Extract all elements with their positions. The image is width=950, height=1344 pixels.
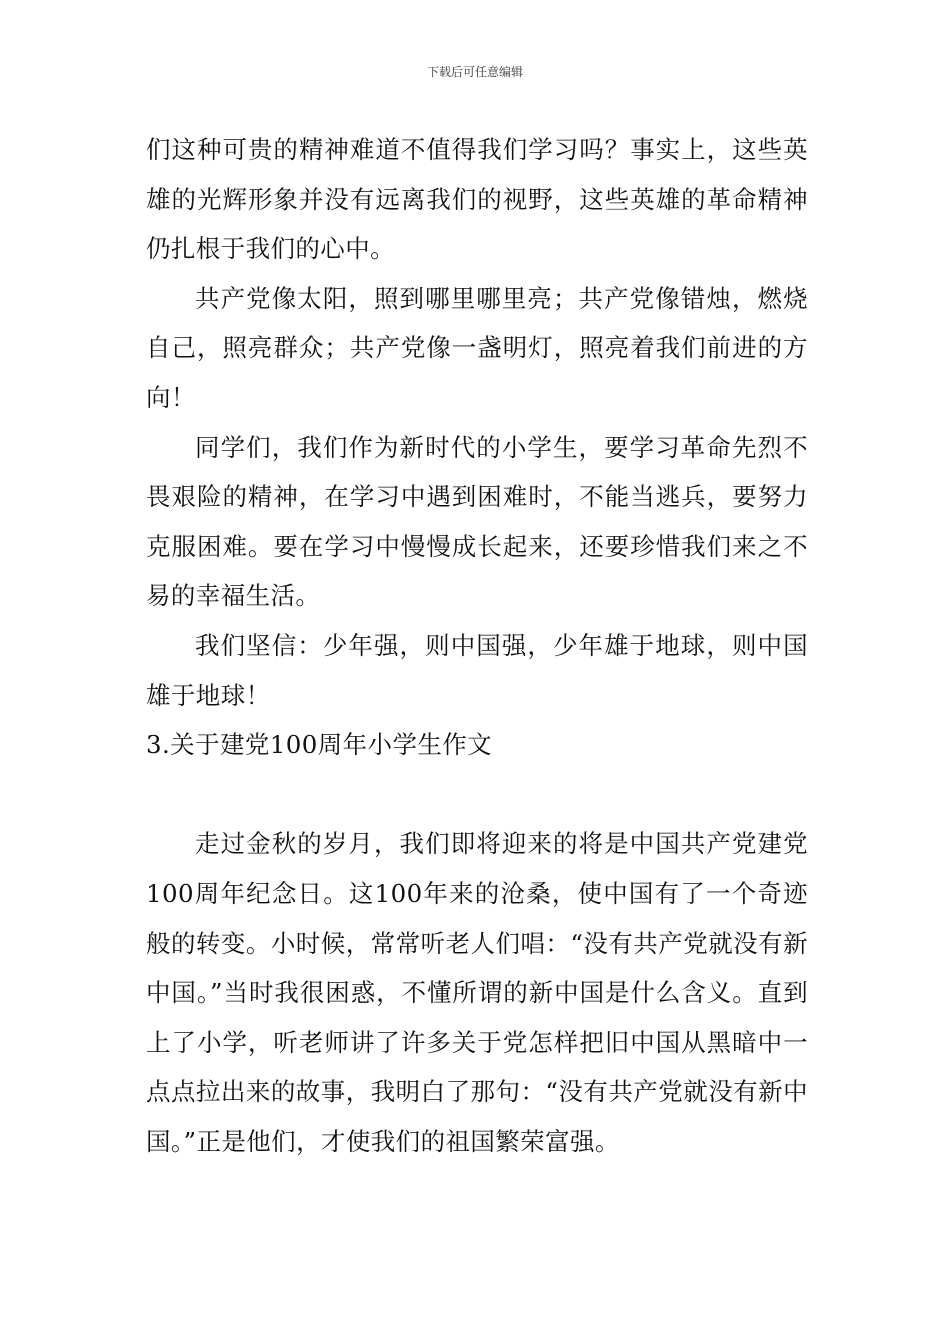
paragraph-belief: 我们坚信：少年强，则中国强，少年雄于地球，则中国雄于地球！ xyxy=(146,630,808,710)
page-header: 下载后可任意编辑 xyxy=(426,65,523,79)
paragraph-party-sun: 共产党像太阳，照到哪里哪里亮；共产党像错烛，燃烧自己，照亮群众；共产党像一盏明灯，照亮着我们前进的方向！ xyxy=(146,283,808,412)
paragraph-continuation: 们这种可贵的精神难道不值得我们学习吗？事实上，这些英雄的光辉形象并没有远离我们的视野，这些英雄的革命精神仍扎根于我们的心中。 xyxy=(146,135,808,264)
paragraph-essay-intro: 走过金秋的岁月，我们即将迎来的将是中国共产党建党100周年纪念日。这100年来的沧桑，使中国有了一个奇迹般的转变。小时候，常常听老人们唱：“没有共产党就没有新中国。”当时我很困惑，不懂所谓的新中国是什么含义。直到上了小学，听老师讲了许多关于党怎样把旧中国从黑暗中一点点拉出来的故事，我明白了那句：“没有共产党就没有新中国。”正是他们，才使我们的祖国繁荣富强。 xyxy=(146,829,808,1156)
document-body xyxy=(146,125,808,1166)
paragraph-classmates: 同学们，我们作为新时代的小学生，要学习革命先烈不畏艰险的精神，在学习中遇到困难时，不能当逃兵，要努力克服困难。要在学习中慢慢成长起来，还要珍惜我们来之不易的幸福生活。 xyxy=(146,432,808,611)
section-spacer xyxy=(146,770,808,820)
section-heading: 3.关于建党100周年小学生作文 xyxy=(146,730,493,760)
